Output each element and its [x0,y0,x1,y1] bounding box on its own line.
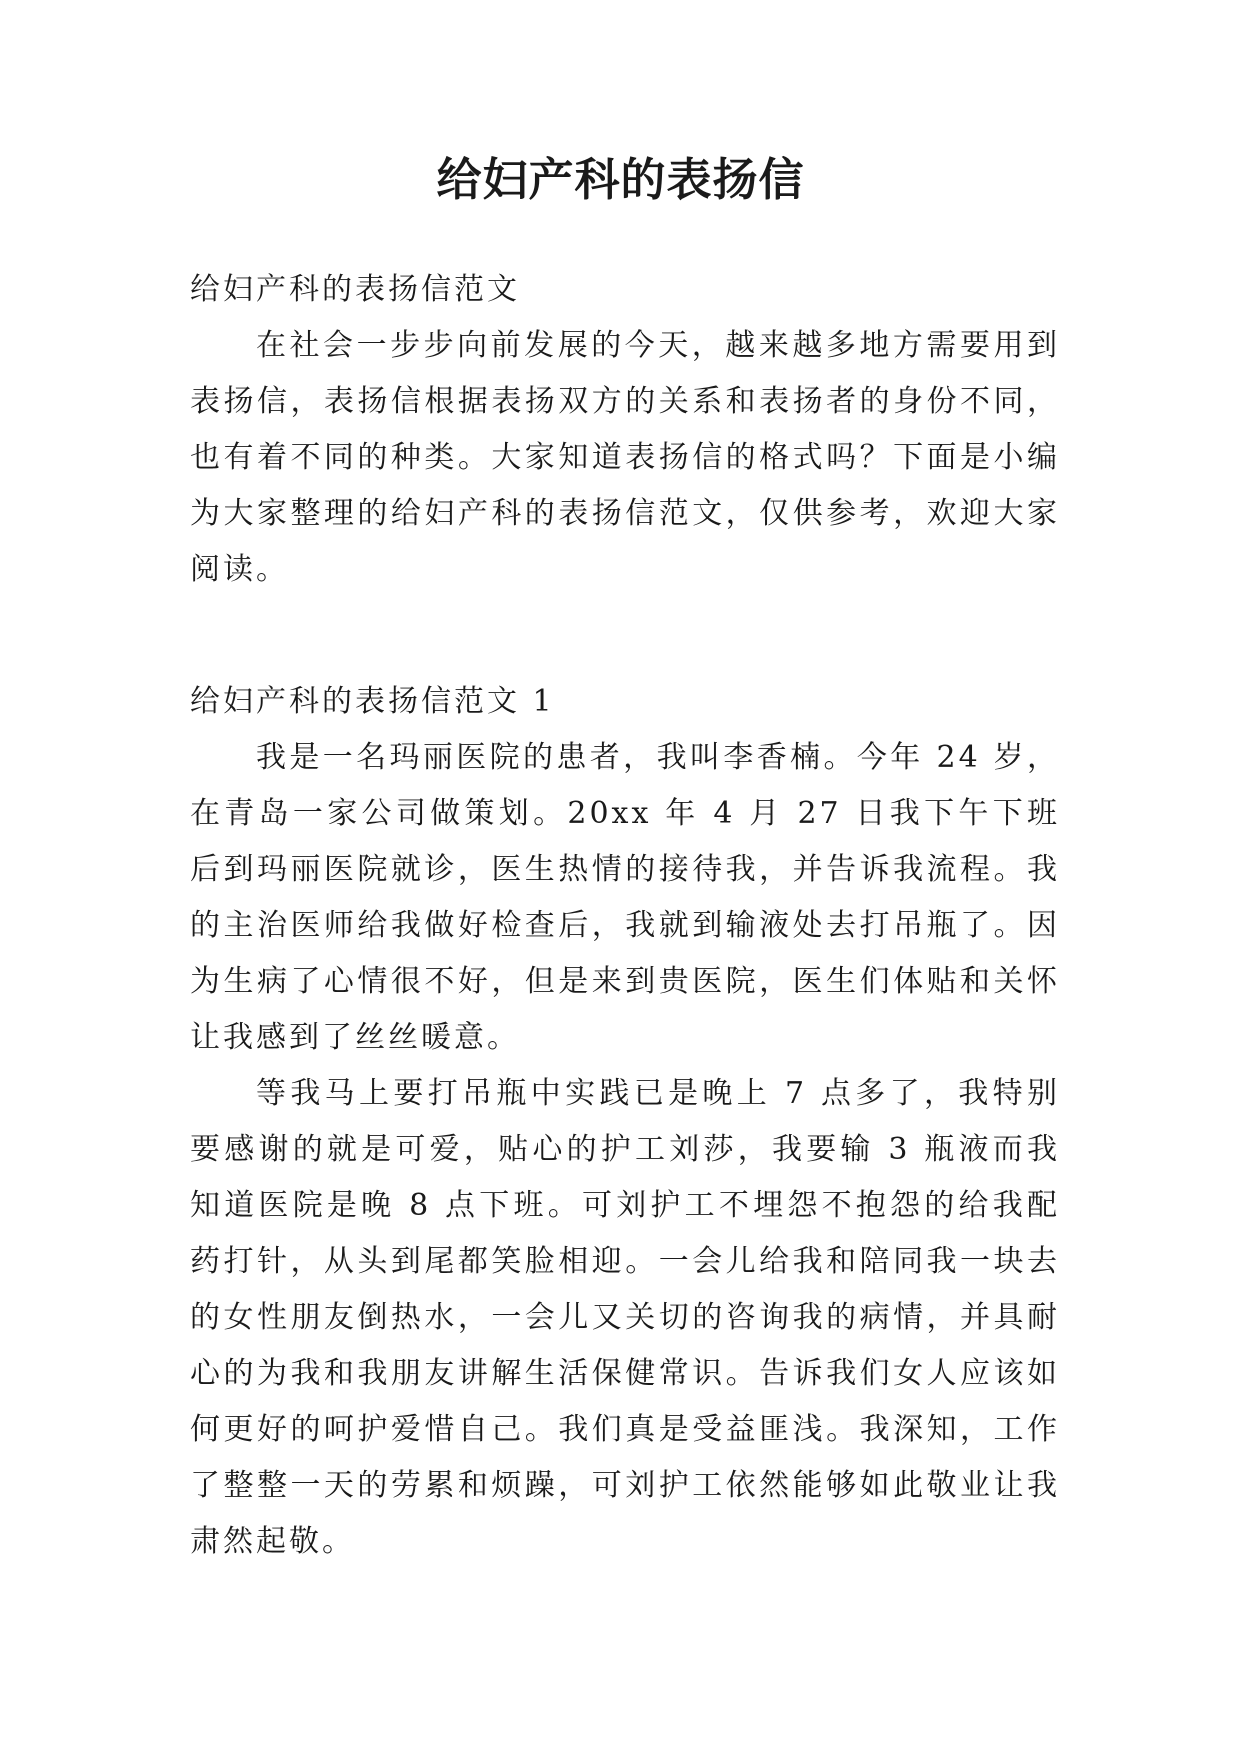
intro-section [190,262,1060,598]
intro-paragraph: 在社会一步步向前发展的今天，越来越多地方需要用到表扬信，表扬信根据表扬双方的关系和表扬者的身份不同，也有着不同的种类。大家知道表扬信的格式吗？下面是小编为大家整理的给妇产科的表扬信范文，仅供参考，欢迎大家阅读。 [190,328,1060,587]
letter-1-paragraph: 等我马上要打吊瓶中实践已是晚上 7 点多了，我特别要感谢的就是可爱，贴心的护工刘莎，我要输 3 瓶液而我知道医院是晚 8 点下班。可刘护工不埋怨不抱怨的给我配药打针，从头到尾都笑脸相迎。一会儿给我和陪同我一块去的女性朋友倒热水，一会儿又关切的咨询我的病情，并具耐心的为我和我朋友讲解生活保健常识。告诉我们女人应该如何更好的呵护爱惜自己。我们真是受益匪浅。我深知，工作了整整一天的劳累和烦躁，可刘护工依然能够如此敬业让我肃然起敬。 [190,1076,1060,1559]
letter-1-heading: 给妇产科的表扬信范文 1 [190,684,555,719]
document-title: 给妇产科的表扬信 [436,153,805,206]
document-body [190,262,1060,1570]
section-spacer [190,598,1060,674]
letter-1-paragraph: 我是一名玛丽医院的患者，我叫李香楠。今年 24 岁，在青岛一家公司做策划。20xx 年 4 月 27 日我下午下班后到玛丽医院就诊，医生热情的接待我，并告诉我流程。我的主治医师给我做好检查后，我就到输液处去打吊瓶了。因为生病了心情很不好，但是来到贵医院，医生们体贴和关怀让我感到了丝丝暖意。 [190,740,1060,1055]
letter-1-section [190,674,1060,1570]
intro-heading: 给妇产科的表扬信范文 [190,272,520,307]
